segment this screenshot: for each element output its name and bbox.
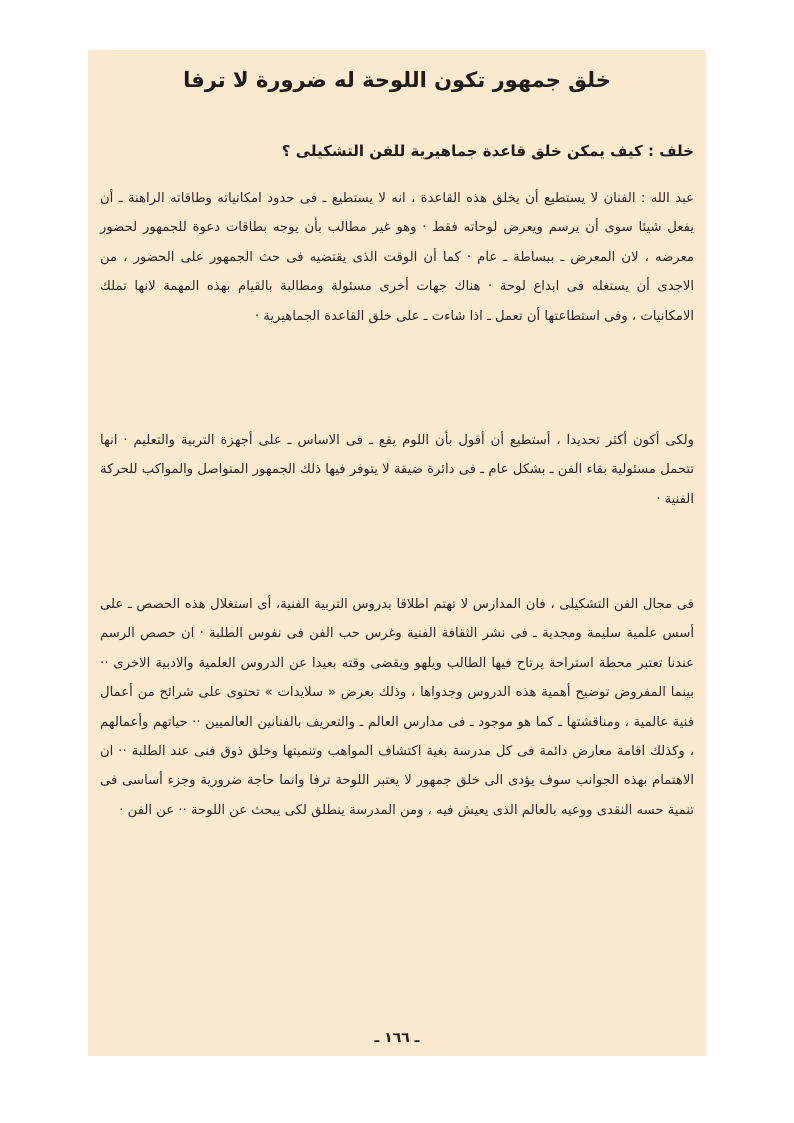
page-title: خلق جمهور تكون اللوحة له ضرورة لا ترفا (183, 68, 611, 92)
paragraph-1: عبد الله : الفنان لا يستطيع أن يخلق هذه القاعدة ، انه لا يستطيع ـ فى حدود امكانياته وطاقاته الراهنة ـ أن يفعل شيئا سوى أن يرسم ويعرض لوحاته فقط · وهو غير مطالب بأن يوجه بطاقات دعوة للجمهور لحضور معرضه ، لان المعرض ـ ببساطة ـ عام · كما أن الوقت الذى يقتضيه فى حث الجمهور على الحضور ، من الاجدى أن يستغله فى ابداع لوحة · هناك جهات أخرى مسئولة ومطالبة بالقيام بهذه المهمة لانها تملك الامكانيات ، وفى استطاعتها أن تعمل ـ اذا شاءت ـ على خلق القاعدة الجماهيرية · (100, 191, 694, 324)
book-page (88, 50, 706, 1056)
page-number: ـ ١٦٦ ـ (374, 1030, 420, 1046)
paragraph-2: ولكى أكون أكثر تحديدا ، أستطيع أن أقول بأن اللوم يقع ـ فى الاساس ـ على أجهزة التربية والتعليم · انها تتحمل مسئولية بقاء الفن ـ بشكل عام ـ فى دائرة ضيقة لا يتوفر فيها ذلك الجمهور المتواصل والمواكب للحركة الفنية · (100, 433, 694, 507)
interview-question: خلف : كيف يمكن خلق قاعدة جماهيرية للفن التشكيلى ؟ (281, 142, 694, 160)
paragraph-3: فى مجال الفن التشكيلى ، فان المدارس لا تهتم اطلاقا بدروس التربية الفنية، أى استغلال هذه الحصص ـ على أسس علمية سليمة ومجدية ـ فى نشر الثقافة الفنية وغرس حب الفن فى نفوس الطلبة · ان حصص الرسم عندنا تعتبر محطة استراحة يرتاح فيها الطالب ويلهو ويقضى وقته بعيدا عن الدروس العلمية والادبية الاخرى ·· بينما المفروض توضيح أهمية هذه الدروس وجدواها ، وذلك بعرض « سلايدات » تحتوى على شرائح من أعمال فنية عالمية ، ومناقشتها ـ كما هو موجود ـ فى مدارس العالم ـ والتعريف بالفنانين العالميين ·· حياتهم وأعمالهم ، وكذلك اقامة معارض دائمة فى كل مدرسة بغية اكتشاف المواهب وتنميتها وخلق ذوق فنى عند الطلبة ·· ان الاهتمام بهذه الجوانب سوف يؤدى الى خلق جمهور لا يعتبر اللوحة ترفا وانما حاجة ضرورية وجزء أساسى فى تنمية حسه النقدى ووعيه بالعالم الذى يعيش فيه ، ومن المدرسة ينطلق لكى يبحث عن اللوحة ·· عن الفن · (100, 597, 694, 818)
